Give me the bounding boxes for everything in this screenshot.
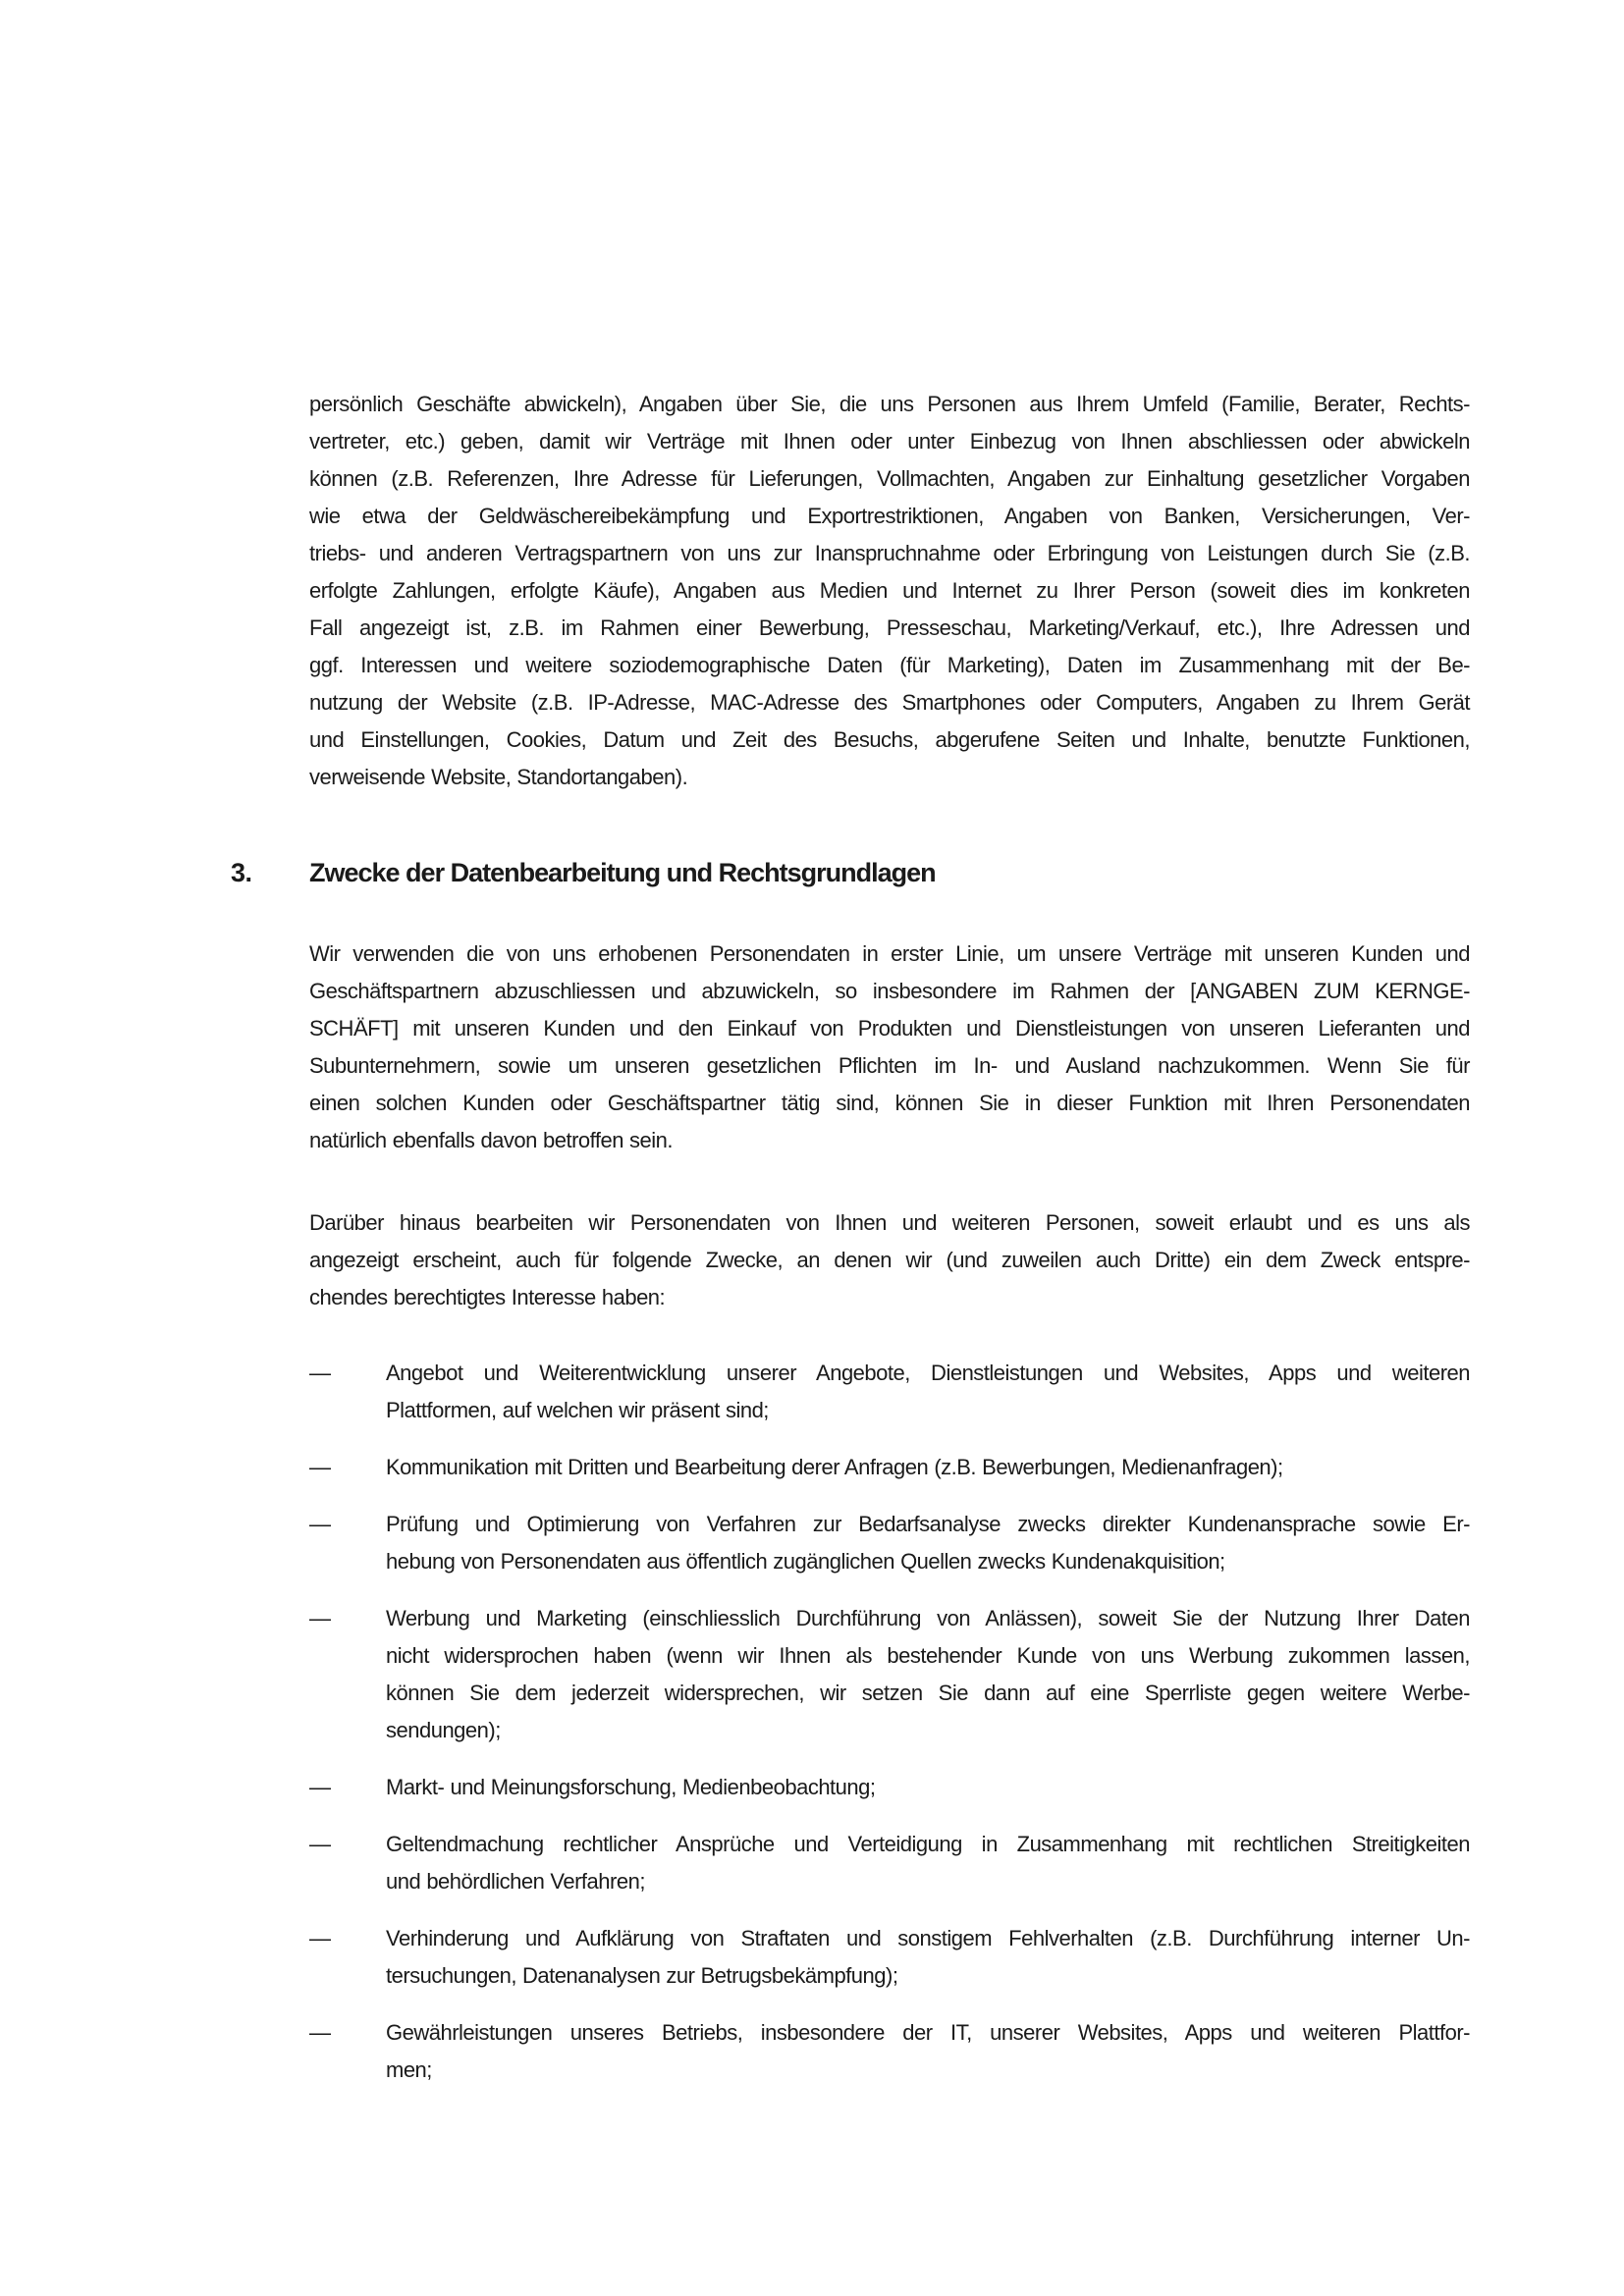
text-line: chendes berechtigtes Interesse haben:: [309, 1285, 666, 1309]
text-line: Werbung und Marketing (einschliesslich Durchführung von Anlässen), soweit Sie der Nutzung Ihrer Daten: [386, 1606, 1470, 1630]
bullet-text: [386, 1506, 1470, 1580]
bullet-dash: —: [309, 1926, 331, 1950]
text-line: Gewährleistungen unseres Betriebs, insbesondere der IT, unserer Websites, Apps und weiteren Plattfor-: [386, 2020, 1470, 2045]
text-line: und Einstellungen, Cookies, Datum und Zeit des Besuchs, abgerufene Seiten und Inhalte, benutzte Funktionen,: [309, 727, 1470, 752]
bullet-dash: —: [309, 1361, 331, 1385]
purposes-paragraph-2: [309, 1204, 1470, 1316]
text-line: können Sie dem jederzeit widersprechen, wir setzen Sie dann auf eine Sperrliste gegen weitere Werbe-: [386, 1681, 1470, 1705]
bullet-text: [386, 1826, 1470, 1900]
bullet-dash: —: [309, 1606, 331, 1630]
section-title: Zwecke der Datenbearbeitung und Rechtsgrundlagen: [309, 858, 936, 887]
text-line: vertreter, etc.) geben, damit wir Verträge mit Ihnen oder unter Einbezug von Ihnen abschliessen oder abwickeln: [309, 429, 1470, 454]
text-line: Geltendmachung rechtlicher Ansprüche und Verteidigung in Zusammenhang mit rechtlichen Streitigkeiten: [386, 1832, 1470, 1856]
bullet-item: [309, 1600, 1470, 1749]
text-line: Verhinderung und Aufklärung von Straftaten und sonstigem Fehlverhalten (z.B. Durchführung interner Un-: [386, 1926, 1470, 1950]
text-line: hebung von Personendaten aus öffentlich zugänglichen Quellen zwecks Kundenakquisition;: [386, 1549, 1225, 1574]
bullet-dash: —: [309, 1512, 331, 1536]
text-line: Prüfung und Optimierung von Verfahren zur Bedarfsanalyse zwecks direkter Kundenansprache sowie Er-: [386, 1512, 1470, 1536]
bullet-text: [386, 1355, 1470, 1429]
bullet-item: [309, 1449, 1470, 1486]
purposes-paragraph-1: [309, 935, 1470, 1159]
text-line: Geschäftspartnern abzuschliessen und abzuwickeln, so insbesondere im Rahmen der [ANGABEN ZUM KERNGE-: [309, 979, 1470, 1003]
bullet-item: [309, 1920, 1470, 1995]
text-line: triebs- und anderen Vertragspartnern von uns zur Inanspruchnahme oder Erbringung von Leistungen durch Sie (z.B.: [309, 541, 1470, 565]
bullet-item: [309, 1506, 1470, 1580]
bullet-item: [309, 1769, 1470, 1806]
text-line: Subunternehmern, sowie um unseren gesetzlichen Pflichten im In- und Ausland nachzukommen. Wenn Sie für: [309, 1053, 1470, 1078]
text-line: Plattformen, auf welchen wir präsent sind;: [386, 1398, 769, 1422]
text-line: nutzung der Website (z.B. IP-Adresse, MAC-Adresse des Smartphones oder Computers, Angaben zu Ihrem Gerät: [309, 690, 1470, 715]
bullet-text: [386, 1920, 1470, 1995]
text-line: sendungen);: [386, 1718, 501, 1742]
text-line: und behördlichen Verfahren;: [386, 1869, 645, 1894]
bullet-text: [386, 2014, 1470, 2089]
section-number: 3.: [231, 858, 252, 887]
text-line: natürlich ebenfalls davon betroffen sein.: [309, 1128, 674, 1152]
text-line: wie etwa der Geldwäschereibekämpfung und Exportrestriktionen, Angaben von Banken, Versicherungen, Ver-: [309, 504, 1470, 528]
text-line: ggf. Interessen und weitere soziodemographische Daten (für Marketing), Daten im Zusammenhang mit der Be-: [309, 653, 1470, 677]
text-line: Fall angezeigt ist, z.B. im Rahmen einer Bewerbung, Presseschau, Marketing/Verkauf, etc.), Ihre Adressen und: [309, 615, 1470, 640]
bullet-dash: —: [309, 1775, 331, 1799]
text-line: erfolgte Zahlungen, erfolgte Käufe), Angaben aus Medien und Internet zu Ihrer Person (soweit dies im konkreten: [309, 578, 1470, 603]
bullet-item: [309, 2014, 1470, 2089]
purpose-bullet-list: [309, 1355, 1470, 2089]
text-line: können (z.B. Referenzen, Ihre Adresse für Lieferungen, Vollmachten, Angaben zur Einhaltung gesetzlicher Vorgaben: [309, 466, 1470, 491]
bullet-dash: —: [309, 1455, 331, 1479]
intro-paragraph: [309, 386, 1470, 796]
bullet-item: [309, 1355, 1470, 1429]
bullet-item: [309, 1826, 1470, 1900]
text-line: verweisende Website, Standortangaben).: [309, 765, 688, 789]
text-line: Angebot und Weiterentwicklung unserer Angebote, Dienstleistungen und Websites, Apps und weiteren: [386, 1361, 1470, 1385]
section-heading: [231, 853, 1470, 892]
text-line: Wir verwenden die von uns erhobenen Personendaten in erster Linie, um unsere Verträge mit unseren Kunden und: [309, 941, 1470, 966]
text-line: tersuchungen, Datenanalysen zur Betrugsbekämpfung);: [386, 1963, 898, 1988]
text-line: einen solchen Kunden oder Geschäftspartner tätig sind, können Sie in dieser Funktion mit Ihren Personendaten: [309, 1091, 1470, 1115]
bullet-text: [386, 1769, 1470, 1806]
text-line: Markt- und Meinungsforschung, Medienbeobachtung;: [386, 1775, 876, 1799]
bullet-dash: —: [309, 2020, 331, 2045]
text-line: Darüber hinaus bearbeiten wir Personendaten von Ihnen und weiteren Personen, soweit erlaubt und es uns als: [309, 1210, 1470, 1235]
document-content: [231, 386, 1470, 2089]
bullet-text: [386, 1600, 1470, 1749]
text-line: Kommunikation mit Dritten und Bearbeitung derer Anfragen (z.B. Bewerbungen, Medienanfragen);: [386, 1455, 1283, 1479]
text-line: angezeigt erscheint, auch für folgende Zwecke, an denen wir (und zuweilen auch Dritte) ein dem Zweck entspre-: [309, 1248, 1470, 1272]
text-line: men;: [386, 2057, 432, 2082]
text-line: persönlich Geschäfte abwickeln), Angaben über Sie, die uns Personen aus Ihrem Umfeld (Familie, Berater, Rechts-: [309, 392, 1470, 416]
text-line: nicht widersprochen haben (wenn wir Ihnen als bestehender Kunde von uns Werbung zukommen lassen,: [386, 1643, 1470, 1668]
text-line: SCHÄFT] mit unseren Kunden und den Einkauf von Produkten und Dienstleistungen von unseren Lieferanten und: [309, 1016, 1470, 1041]
bullet-dash: —: [309, 1832, 331, 1856]
bullet-text: [386, 1449, 1470, 1486]
